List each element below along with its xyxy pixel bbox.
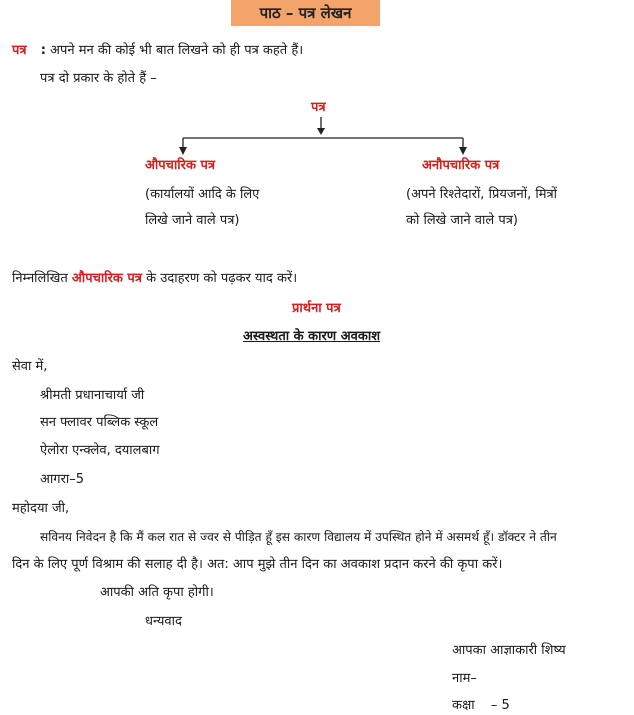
diagram-left-arrowhead	[179, 147, 187, 155]
address-line: ऐलोरा एन्क्लेव, दयालबाग	[40, 443, 160, 458]
diagram-right-arrowhead	[459, 147, 467, 155]
diagram-left-title: औपचारिक पत्र	[145, 158, 216, 173]
letter-body-line1: सविनय निवेदन है कि मैं कल रात से ज्वर से पीड़ित हूँ इस कारण विद्यालय में उपस्थित होने में असमर्थ हूँ। डॉक्टर ने तीन	[40, 530, 557, 544]
letter-class	[452, 697, 510, 715]
letter-class-label: कक्षा	[452, 698, 475, 713]
letter-closing: आपका आज्ञाकारी शिष्य	[452, 643, 566, 658]
diagram-left-line2: लिखे जाने वाले पत्र)	[145, 213, 240, 228]
definition-text: अपने मन की कोई भी बात लिखने को ही पत्र कहते हैं।	[50, 43, 304, 58]
definition-term: पत्र	[12, 43, 27, 58]
example-intro-highlight: औपचारिक पत्र	[71, 271, 142, 286]
letter-name-label: नाम–	[452, 671, 477, 686]
diagram-right-line1: (अपने रिश्तेदारों, प्रियजनों, मित्रों	[406, 187, 558, 202]
definition-separator: :	[40, 43, 46, 58]
letter-thanks: धन्यवाद	[145, 614, 182, 629]
letter-subject: अस्वस्थता के कारण अवकाश	[243, 329, 381, 344]
diagram-right-title: अनौपचारिक पत्र	[422, 158, 500, 173]
diagram-left-line1: (कार्यालयों आदि के लिए	[145, 187, 260, 202]
letter-body-line2: दिन के लिए पूर्ण विश्राम की सलाह दी है। अत: आप मुझे तीन दिन का अवकाश प्रदान करने की कृपा करें।	[12, 557, 503, 572]
letter-greeting: महोदया जी,	[12, 501, 70, 516]
letter-class-value: – 5	[490, 698, 510, 713]
page-title: पाठ – पत्र लेखन	[231, 0, 380, 26]
diagram-right-line2: को लिखे जाने वाले पत्र)	[406, 213, 518, 228]
example-intro	[12, 270, 297, 288]
example-intro-after: के उदाहरण को पढ़कर याद करें।	[146, 271, 298, 286]
diagram-root: पत्र	[311, 100, 326, 115]
example-intro-before: निम्नलिखित	[12, 271, 68, 286]
letter-salutation-to: सेवा में,	[12, 359, 48, 374]
types-intro: पत्र दो प्रकार के होते हैं –	[40, 71, 157, 86]
letter-kindness: आपकी अति कृपा होगी।	[100, 585, 214, 600]
address-line: आगरा–5	[40, 472, 85, 487]
letter-type: प्रार्थना पत्र	[292, 301, 341, 316]
address-line: श्रीमती प्रधानाचार्या जी	[40, 388, 145, 403]
address-line: सन फ्लावर पब्लिक स्कूल	[40, 415, 159, 430]
diagram-stem-arrowhead	[317, 128, 325, 135]
